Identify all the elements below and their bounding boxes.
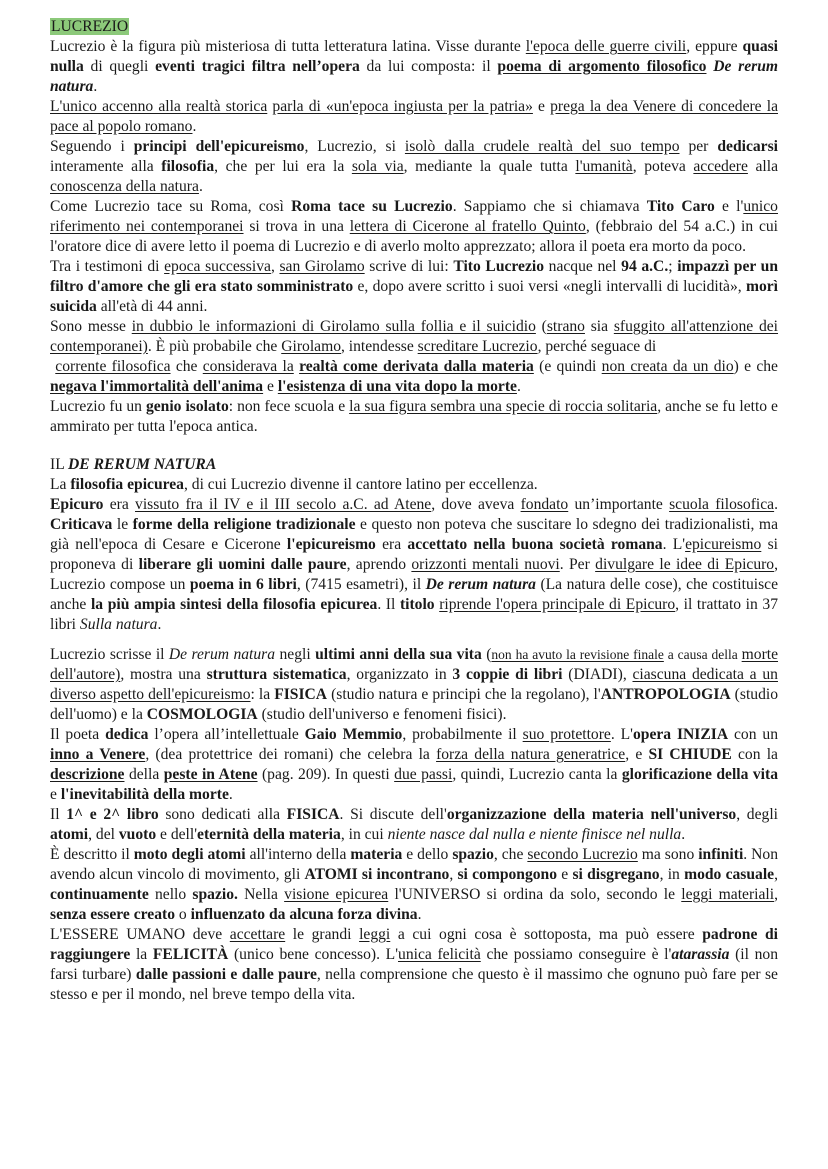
paragraph bbox=[50, 645, 778, 725]
text-run: Sono messe bbox=[50, 318, 132, 335]
text-run-bu: descrizione bbox=[50, 766, 125, 783]
text-run-u: conoscenza della natura bbox=[50, 178, 199, 195]
text-run: ( bbox=[535, 318, 547, 335]
text-run: che possiamo conseguire è l' bbox=[480, 946, 672, 963]
paragraph bbox=[50, 845, 778, 925]
text-run-u: ciascuna dedicata a un diverso aspetto dell'epicureismo bbox=[50, 666, 778, 703]
text-run-u: orizzonti mentali nuovi bbox=[411, 556, 560, 573]
text-run: , quindi, Lucrezio canta la bbox=[452, 766, 622, 783]
section-title-de-rerum-natura bbox=[50, 455, 778, 475]
text-run: da lui composta: il bbox=[359, 58, 498, 75]
text-run-u: due passi bbox=[394, 766, 453, 783]
text-run-u: epoca successiva bbox=[164, 258, 271, 275]
text-run-b: la più ampia sintesi della filosofia epicurea bbox=[90, 596, 378, 613]
text-run-bu: inno a Venere bbox=[50, 746, 146, 763]
text-run: l'UNIVERSO si ordina da solo, secondo le bbox=[388, 886, 682, 903]
text-run-bu: peste in Atene bbox=[163, 766, 258, 783]
text-run: Lucrezio fu un bbox=[50, 398, 146, 415]
text-run: e bbox=[263, 378, 278, 395]
text-run-u: lettera di Cicerone al fratello Quinto bbox=[349, 218, 586, 235]
text-run-u: riprende l'opera principale di Epicuro bbox=[439, 596, 676, 613]
text-run-bu: poema di argomento filosofico bbox=[497, 58, 707, 75]
text-run: : non fece scuola e bbox=[228, 398, 350, 415]
text-run: , probabilmente il bbox=[402, 726, 523, 743]
text-run-b: dedica bbox=[105, 726, 149, 743]
text-run-bu: l'esistenza di una vita dopo la morte bbox=[277, 378, 517, 395]
text-run: . bbox=[516, 378, 521, 395]
text-run-u: morte dell'autore) bbox=[50, 646, 779, 683]
text-run-b: accettato nella buona società romana bbox=[407, 536, 663, 553]
text-run-bi: De rerum natura bbox=[425, 576, 536, 593]
text-run-u: leggi bbox=[359, 926, 391, 943]
text-run-b: spazio bbox=[452, 846, 494, 863]
text-run: e, dopo avere scritto i suoi versi «negli intervalli di lucidità», bbox=[353, 278, 746, 295]
text-run: ) e che bbox=[733, 358, 778, 375]
text-run-b: Criticava bbox=[50, 516, 113, 533]
text-run: . Per bbox=[559, 556, 596, 573]
text-run-b: ATOMI si incontrano bbox=[304, 866, 450, 883]
section-title-lucrezio bbox=[50, 17, 778, 37]
text-run: . Si discute dell' bbox=[339, 806, 447, 823]
text-run: con un bbox=[728, 726, 779, 743]
text-run-b: quasi nulla bbox=[50, 38, 779, 75]
text-run-u: l'epoca delle guerre civili bbox=[525, 38, 687, 55]
text-run-b: opera INIZIA bbox=[632, 726, 729, 743]
text-run: un’importante bbox=[568, 496, 670, 513]
text-run-u: divulgare le idee di Epicuro bbox=[595, 556, 775, 573]
text-run-b: filosofia bbox=[161, 158, 215, 175]
text-run: , bbox=[774, 866, 779, 883]
text-run: della bbox=[124, 766, 164, 783]
text-run-b: eventi tragici filtra nell’opera bbox=[155, 58, 360, 75]
paragraph bbox=[50, 97, 778, 137]
text-run-u: corrente filosofica bbox=[55, 358, 171, 375]
text-run: (pag. 209). In questi bbox=[257, 766, 395, 783]
text-run: , bbox=[449, 866, 458, 883]
text-run: (e quindi bbox=[533, 358, 602, 375]
text-run: , che per lui era la bbox=[214, 158, 352, 175]
text-run: , di cui Lucrezio divenne il cantore latino per eccellenza. bbox=[183, 476, 538, 493]
text-run: . L' bbox=[662, 536, 686, 553]
text-run-b: moto degli atomi bbox=[133, 846, 246, 863]
text-run-u: non creata da un dio bbox=[601, 358, 734, 375]
text-run: , organizzato in bbox=[346, 666, 453, 683]
text-run-b: Tito Lucrezio bbox=[453, 258, 545, 275]
text-run-u: Girolamo bbox=[281, 338, 341, 355]
text-run-b: Roma tace su Lucrezio bbox=[291, 198, 453, 215]
paragraph bbox=[50, 725, 778, 805]
text-run: . Non avendo alcun vincolo di movimento, gli bbox=[50, 846, 778, 883]
text-run: con la bbox=[731, 746, 778, 763]
text-run-b: eternità della materia bbox=[197, 826, 341, 843]
text-run-i: De rerum natura bbox=[168, 646, 276, 663]
text-run-u: sola via bbox=[351, 158, 404, 175]
text-run: . È più probabile che bbox=[147, 338, 282, 355]
text-run: , (febbraio del 54 a.C.) in cui l'oratore dice di avere letto il poema di Lucrezio e di averlo molto apprezzato; allora il poeta era morto da poco. bbox=[50, 218, 779, 255]
text-run: e dello bbox=[402, 846, 453, 863]
text-run: si proponeva di bbox=[50, 536, 778, 573]
text-run-u: L'unico accenno alla realtà storica bbox=[50, 98, 268, 115]
text-run: , aprendo bbox=[346, 556, 412, 573]
paragraph bbox=[50, 257, 778, 317]
text-run-u: screditare Lucrezio bbox=[417, 338, 538, 355]
text-run-b: spazio. bbox=[192, 886, 238, 903]
text-run: , degli bbox=[736, 806, 778, 823]
text-run-u: la sua figura sembra una specie di roccia solitaria bbox=[349, 398, 658, 415]
text-run: IL bbox=[50, 456, 69, 473]
text-run: , del bbox=[88, 826, 119, 843]
text-run: era bbox=[375, 536, 408, 553]
text-run-u: strano bbox=[546, 318, 585, 335]
text-run: per bbox=[679, 138, 718, 155]
paragraph bbox=[50, 137, 778, 197]
text-run-b: titolo bbox=[399, 596, 435, 613]
text-run: interamente alla bbox=[50, 158, 162, 175]
text-run: . bbox=[198, 178, 203, 195]
text-run-u: l'umanità bbox=[575, 158, 633, 175]
text-run-u: sfuggito all'attenzione dei contemporanei) bbox=[50, 318, 779, 355]
text-run: , bbox=[270, 258, 280, 275]
paragraph bbox=[50, 925, 778, 1005]
text-run: Seguendo i bbox=[50, 138, 134, 155]
text-run: Lucrezio è la figura più misteriosa di tutta letteratura latina. Visse durante bbox=[50, 38, 526, 55]
text-run-u: isolò dalla crudele realtà del suo tempo bbox=[404, 138, 680, 155]
text-run: (il non farsi turbare) bbox=[50, 946, 778, 983]
text-run-b: l'epicureismo bbox=[286, 536, 376, 553]
text-run-u: unico riferimento nei contemporanei bbox=[50, 198, 778, 235]
text-run-b: FELICITÀ bbox=[152, 946, 229, 963]
text-run: (studio dell'universo e fenomeni fisici). bbox=[257, 706, 507, 723]
text-run: . bbox=[681, 826, 686, 843]
text-run-u: prega la dea Venere di concedere la pace al popolo romano bbox=[50, 98, 778, 135]
text-run: (La natura delle cose), che costituisce anche bbox=[50, 576, 779, 613]
text-run-u: forza della natura generatrice bbox=[436, 746, 626, 763]
text-run: sono dedicati alla bbox=[158, 806, 287, 823]
paragraph bbox=[50, 805, 778, 845]
text-run: L'ESSERE UMANO deve bbox=[50, 926, 230, 943]
paragraph bbox=[50, 475, 778, 495]
text-run: , bbox=[774, 886, 778, 903]
text-run: ma sono bbox=[637, 846, 699, 863]
text-run-u: suo protettore bbox=[522, 726, 611, 743]
text-run: , nella comprensione che questo è il massimo che ognuno può fare per se stesso e per il mondo, nel breve tempo della vita. bbox=[50, 966, 778, 1003]
text-run: (studio dell'uomo) e la bbox=[50, 686, 779, 723]
text-run-u: considerava la bbox=[202, 358, 294, 375]
paragraph bbox=[50, 397, 778, 437]
text-run-b: si compongono bbox=[457, 866, 558, 883]
text-run-b: Epicuro bbox=[50, 496, 104, 513]
text-run-b: padrone di raggiungere bbox=[50, 926, 778, 963]
text-run-b: liberare gli uomini dalle paure bbox=[138, 556, 347, 573]
text-run: , Lucrezio compose un bbox=[50, 556, 779, 593]
text-run: , che bbox=[493, 846, 528, 863]
text-run-b: si disgregano bbox=[572, 866, 660, 883]
text-run: , eppure bbox=[686, 38, 743, 55]
text-run: , Lucrezio, si bbox=[304, 138, 405, 155]
text-run: , mostra una bbox=[120, 666, 207, 683]
text-run: , (7415 esametri), il bbox=[296, 576, 426, 593]
text-run-sm: a causa della bbox=[663, 647, 742, 662]
text-run-b: vuoto bbox=[118, 826, 157, 843]
document-page bbox=[50, 17, 778, 1005]
text-run: Lucrezio scrisse il bbox=[50, 646, 169, 663]
text-run: . bbox=[192, 118, 197, 135]
text-run-b: filosofia epicurea bbox=[70, 476, 184, 493]
text-run: all'interno della bbox=[245, 846, 351, 863]
text-run-b: SI CHIUDE bbox=[648, 746, 732, 763]
text-run: , in bbox=[659, 866, 685, 883]
text-run: (studio natura e principi che la regolano), l' bbox=[327, 686, 601, 703]
text-run-b: continuamente bbox=[50, 886, 149, 903]
text-run: È descritto il bbox=[50, 846, 134, 863]
text-run: , in cui bbox=[340, 826, 388, 843]
text-run: alla bbox=[747, 158, 779, 175]
text-run-i: Sulla natura bbox=[79, 616, 158, 633]
text-run-b: 3 coppie di libri bbox=[452, 666, 563, 683]
text-run: negli bbox=[275, 646, 316, 663]
text-run: e bbox=[50, 786, 61, 803]
text-run-b: atomi bbox=[50, 826, 89, 843]
text-run-b: infiniti bbox=[698, 846, 744, 863]
text-run: , mediante la quale tutta bbox=[403, 158, 576, 175]
text-run: si trova in una bbox=[243, 218, 350, 235]
paragraph bbox=[50, 495, 778, 635]
text-run-b: influenzato da alcuna forza divina bbox=[190, 906, 418, 923]
text-run: Come Lucrezio tace su Roma, così bbox=[50, 198, 292, 215]
paragraph bbox=[50, 197, 778, 257]
text-run-b: FISICA bbox=[274, 686, 328, 703]
text-run-b: Tito Caro bbox=[646, 198, 715, 215]
text-run: ; bbox=[668, 258, 678, 275]
text-run-u: secondo Lucrezio bbox=[527, 846, 638, 863]
text-run: e bbox=[557, 866, 573, 883]
text-run-b: Gaio Memmio bbox=[304, 726, 403, 743]
text-run: a cui ogni cosa è sottoposta, ma può essere bbox=[390, 926, 703, 943]
text-run: , anche se fu letto e ammirato per tutta l'epoca antica. bbox=[50, 398, 778, 435]
text-run-b: 1^ e 2^ libro bbox=[66, 806, 159, 823]
text-run-b: forme della religione tradizionale bbox=[132, 516, 356, 533]
text-run-u: fondato bbox=[520, 496, 569, 513]
text-run-u: unica felicità bbox=[398, 946, 481, 963]
text-run-u: in dubbio le informazioni di Girolamo sulla follia e il suicidio bbox=[131, 318, 536, 335]
text-run-b: glorificazione della vita bbox=[621, 766, 778, 783]
text-run-i: niente nasce dal nulla e niente finisce nel nulla bbox=[387, 826, 682, 843]
text-run: le bbox=[112, 516, 133, 533]
text-run-u: epicureismo bbox=[685, 536, 762, 553]
text-run-bi: DE RERUM NATURA bbox=[68, 456, 217, 473]
text-run: Il bbox=[50, 806, 67, 823]
text-run: (DIADI), bbox=[562, 666, 633, 683]
text-run-u: visione epicurea bbox=[284, 886, 389, 903]
text-run: di quegli bbox=[83, 58, 156, 75]
text-run: , perché seguace di bbox=[537, 338, 657, 355]
text-run: . bbox=[417, 906, 422, 923]
text-run: sia bbox=[584, 318, 614, 335]
text-run: . Il bbox=[377, 596, 400, 613]
text-run-b: COSMOLOGIA bbox=[146, 706, 258, 723]
text-run: e questo non poteva che suscitare lo sdegno dei tradizionalisti, ma già nell'epoca di Cesare e Cicerone bbox=[50, 516, 778, 553]
text-run-b: senza essere creato bbox=[50, 906, 175, 923]
text-run-u: parla di «un'epoca ingiusta per la patria» bbox=[272, 98, 533, 115]
text-run-b: morì suicida bbox=[50, 278, 778, 315]
text-run: . bbox=[774, 496, 779, 513]
text-run: . L' bbox=[610, 726, 633, 743]
text-run-b: struttura sistematica bbox=[206, 666, 347, 683]
text-run: ( bbox=[481, 646, 492, 663]
text-run-u: scuola filosofica bbox=[669, 496, 775, 513]
text-run-b: dedicarsi bbox=[717, 138, 778, 155]
text-run: le grandi bbox=[285, 926, 360, 943]
text-run: . bbox=[157, 616, 162, 633]
text-run: , il trattato in 37 libri bbox=[50, 596, 778, 633]
text-run: Il poeta bbox=[50, 726, 106, 743]
text-run-b: materia bbox=[350, 846, 403, 863]
text-run: La bbox=[50, 476, 71, 493]
text-run-b: l'inevitabilità della morte bbox=[60, 786, 229, 803]
text-run-b: 94 a.C. bbox=[621, 258, 669, 275]
text-run: la bbox=[130, 946, 153, 963]
text-run: Nella bbox=[237, 886, 285, 903]
text-run-b: ANTROPOLOGIA bbox=[600, 686, 731, 703]
text-run-b: FISICA bbox=[286, 806, 340, 823]
text-run: l’opera all’intellettuale bbox=[148, 726, 305, 743]
text-run: : la bbox=[250, 686, 275, 703]
text-run-b: ultimi anni della sua vita bbox=[315, 646, 482, 663]
text-run-u: leggi materiali bbox=[681, 886, 775, 903]
text-run: . Sappiamo che si chiamava bbox=[452, 198, 647, 215]
text-run-usm: non ha avuto la revisione finale bbox=[491, 647, 664, 662]
text-run: o bbox=[175, 906, 191, 923]
text-run: , dove aveva bbox=[431, 496, 521, 513]
text-run: (unico bene concesso). L' bbox=[228, 946, 399, 963]
text-run: e bbox=[532, 98, 551, 115]
text-run: nello bbox=[148, 886, 193, 903]
text-run: , (dea protettrice dei romani) che celebra la bbox=[145, 746, 437, 763]
text-run: scrive di lui: bbox=[364, 258, 454, 275]
text-run: nacque nel bbox=[544, 258, 622, 275]
text-run-b: genio isolato bbox=[145, 398, 229, 415]
paragraph bbox=[50, 317, 778, 397]
text-run-u: vissuto fra il IV e il III secolo a.C. ad Atene bbox=[135, 496, 432, 513]
text-run: che bbox=[170, 358, 203, 375]
text-run-u: accedere bbox=[693, 158, 748, 175]
text-run: . bbox=[93, 78, 98, 95]
text-run-b: organizzazione della materia nell'universo bbox=[446, 806, 737, 823]
text-run-b: dalle passioni e dalle paure bbox=[135, 966, 317, 983]
text-run: , e bbox=[625, 746, 649, 763]
paragraph bbox=[50, 37, 778, 97]
text-run-b: principi dell'epicureismo bbox=[133, 138, 305, 155]
text-run-b: modo casuale bbox=[684, 866, 775, 883]
text-run-bi: atarassia bbox=[671, 946, 730, 963]
highlighted-heading: LUCREZIO bbox=[51, 18, 129, 35]
text-run: , intendesse bbox=[341, 338, 418, 355]
text-run-bi: De rerum natura bbox=[50, 58, 778, 95]
text-run: e l' bbox=[714, 198, 744, 215]
text-run-bu: negava l'immortalità dell'anima bbox=[50, 378, 264, 395]
text-run-u: accettare bbox=[229, 926, 286, 943]
text-run: all'età di 44 anni. bbox=[96, 298, 208, 315]
text-run: Tra i testimoni di bbox=[50, 258, 165, 275]
text-run-bu: realtà come derivata dalla materia bbox=[299, 358, 534, 375]
text-run-b: impazzì per un filtro d'amore che gli era stato somministrato bbox=[50, 258, 779, 295]
text-run: era bbox=[103, 496, 136, 513]
text-run-u: san Girolamo bbox=[279, 258, 365, 275]
text-run: . bbox=[228, 786, 233, 803]
text-run: e dell' bbox=[156, 826, 198, 843]
text-run: , poteva bbox=[632, 158, 694, 175]
text-run-b: poema in 6 libri bbox=[189, 576, 297, 593]
